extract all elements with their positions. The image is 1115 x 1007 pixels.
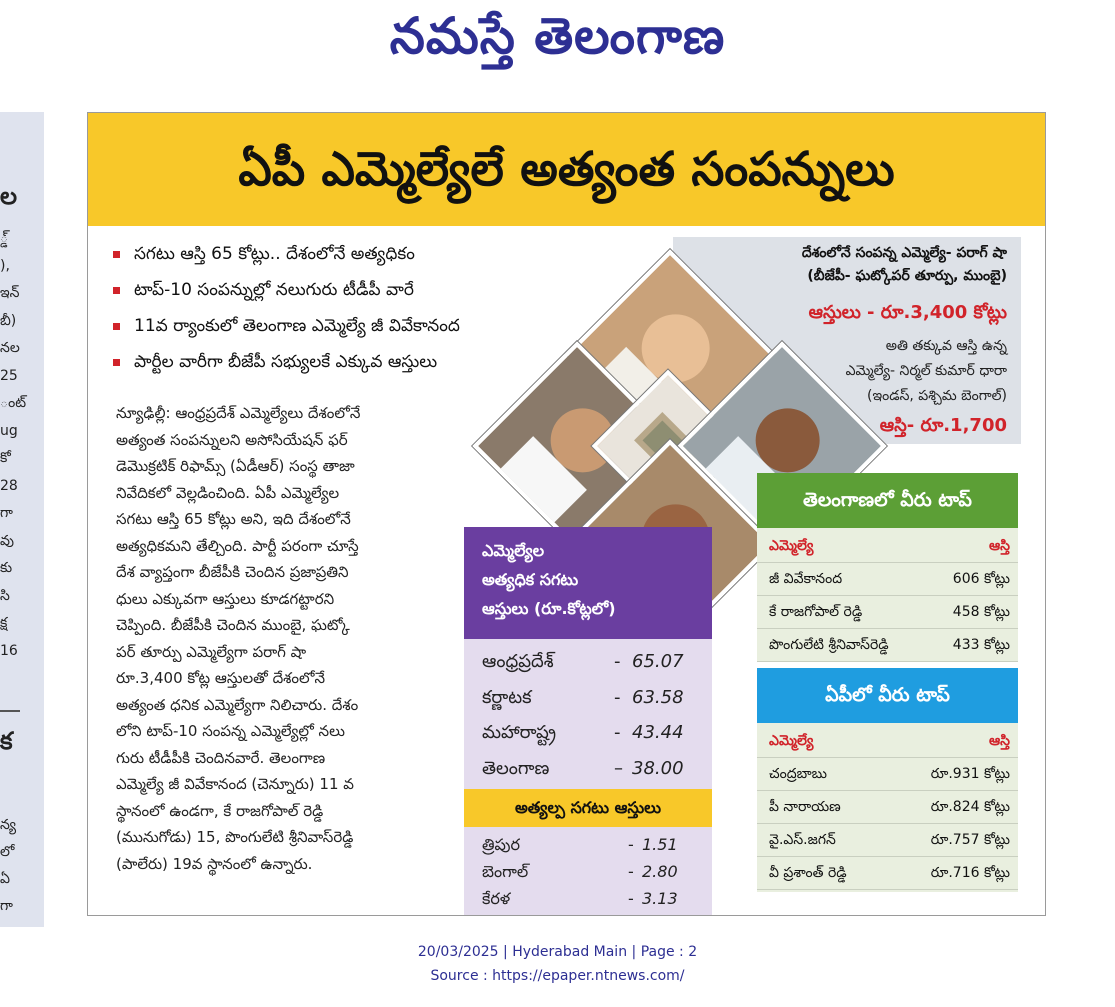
mla-name: పీ నారాయణ (769, 799, 841, 815)
article-body-line: ఎమ్మెల్యే జీ వివేకానంద (చెన్నూరు) 11 వ (116, 775, 354, 793)
table-row (757, 596, 1018, 629)
left-column-line: ్డ్ (0, 230, 9, 246)
mla-name: చంద్రబాబు (769, 766, 827, 782)
left-column-divider (0, 710, 20, 712)
masthead-logo: నమస్తే తెలంగాణ (389, 6, 726, 65)
left-column-line: నల (0, 340, 20, 356)
low-asset-value: 3.13 (642, 889, 678, 908)
table-row (757, 629, 1018, 662)
telangana-top-header: తెలంగాణలో వీరు టాప్‌ (757, 473, 1018, 528)
article-body-line: లోని టాప్‌-10 సంపన్న ఎమ్మెల్యేల్లో నలు (116, 722, 345, 740)
lowest-avg-assets-header: అత్యల్ప సగటు ఆస్తులు (464, 789, 712, 827)
state-name: బెంగాల్‌ (482, 862, 529, 881)
lowest-avg-assets-table (464, 827, 712, 915)
column-header-mla: ఎమ్మెల్యే (769, 733, 814, 749)
left-column-line: ఇన్ (0, 285, 20, 301)
left-column-line: క్ష (0, 615, 8, 631)
dash-separator: - (628, 835, 634, 854)
telangana-top-table (757, 528, 1018, 662)
left-column-text (0, 112, 44, 927)
left-column-heading: ల (0, 182, 18, 210)
mla-name: కే రాజగోపాల్‌ రెడ్డి (769, 604, 863, 620)
mla-name: జీ వివేకానంద (769, 571, 843, 587)
bullet-text: 11వ ర్యాంకులో తెలంగాణ ఎమ్మెల్యే జీ వివేకానంద (134, 316, 460, 336)
left-column-line: 28 (0, 477, 18, 494)
article-body-line: (మునుగోడు) 15, పొంగులేటి శ్రీనివాస్‌రెడ్డి (116, 828, 354, 846)
mla-assets: రూ.716 కోట్లు (930, 865, 1010, 881)
poorest-mla-name: ఎమ్మెల్యే- నిర్మల్‌ కుమార్‌ ధారా (845, 363, 1007, 379)
article-body-line: గురు టీడీపీకి చెందినవారే. తెలంగాణ (116, 748, 326, 767)
column-header-mla: ఎమ్మెల్యే (769, 538, 814, 554)
bullet-square-icon (113, 287, 120, 294)
article-body-line: న్యూఢిల్లీ: ఆంధ్రప్రదేశ్‌ ఎమ్మెల్యేలు దేశంలోనే (116, 404, 361, 422)
mla-assets: 458 కోట్లు (952, 604, 1010, 620)
left-column-heading: క (0, 727, 13, 755)
dash-separator: - (614, 651, 621, 672)
article-body-line: అత్యధికమని తేల్చింది. పార్టీ పరంగా చూస్తే (116, 536, 359, 555)
bullet-square-icon (113, 251, 120, 258)
highest-avg-assets-title-line: ఎమ్మెల్యేల (482, 541, 545, 560)
richest-mla-party: (బీజేపీ- ఘట్కోపర్‌ తూర్పు, ముంబై) (807, 268, 1007, 284)
mla-assets: రూ.824 కోట్లు (930, 799, 1010, 815)
bullet-square-icon (113, 359, 120, 366)
article-body-line: అత్యంత సంపన్నులని అసోసియేషన్‌ ఫర్‌ (116, 430, 348, 449)
left-column-line: గా (0, 505, 13, 521)
article-body-line: రూ.3,400 కోట్ల ఆస్తులతో దేశంలోనే (116, 669, 326, 687)
left-column-line: వు (0, 532, 14, 549)
state-name: కర్ణాటక (482, 686, 532, 708)
richest-mla-line: దేశంలోనే సంపన్న ఎమ్మెల్యే- పరాగ్‌ షా (801, 245, 1007, 261)
state-name: కేరళ (482, 889, 511, 908)
low-asset-value: 1.51 (642, 835, 678, 854)
article-body-line: దేశ వ్యాప్తంగా బీజేపీకి చెందిన ప్రజాప్రతిని (116, 563, 349, 581)
left-column-line: ంట్ (0, 395, 26, 411)
left-column-line: ug (0, 422, 18, 439)
mla-assets: రూ.931 కోట్లు (930, 766, 1010, 782)
bullet-text: పార్టీల వారీగా బీజేపీ సభ్యులకే ఎక్కువ ఆస్తులు (134, 352, 438, 372)
avg-asset-value: 65.07 (632, 651, 684, 672)
bullet-text: టాప్‌-10 సంపన్నుల్లో నలుగురు టీడీపీ వారే (134, 280, 414, 300)
richest-mla-assets: ఆస్తులు - రూ.3,400 కోట్లు (808, 302, 1007, 323)
table-row (757, 857, 1018, 890)
left-column-line: 25 (0, 367, 18, 384)
left-column-line: ఏ (0, 871, 10, 887)
mla-name: వై.ఎస్‌.జగన్‌ (769, 832, 836, 848)
table-header-row (757, 530, 1018, 563)
state-name: తెలంగాణ (482, 757, 550, 779)
dash-separator: - (628, 889, 634, 908)
mla-name: పొంగులేటి శ్రీనివాస్‌రెడ్డి (769, 637, 889, 653)
mla-assets: 433 కోట్లు (952, 637, 1010, 653)
left-column-line: సి (0, 587, 10, 604)
left-column-line: గా (0, 898, 13, 914)
left-column-line: కో (0, 450, 11, 466)
footer-date-edition: 20/03/2025 | Hyderabad Main | Page : 2 (417, 944, 698, 960)
left-column-line: 16 (0, 642, 18, 659)
footer-source: Source : https://epaper.ntnews.com/ (430, 968, 685, 984)
bullet-text: సగటు ఆస్తి 65 కోట్లు.. దేశంలోనే అత్యధికం (134, 244, 415, 264)
column-header-assets: ఆస్తి (989, 733, 1010, 749)
mla-assets: రూ.757 కోట్లు (930, 832, 1010, 848)
article-body-line: చెప్పింది. బీజేపీకి చెందిన ముంబై, ఘట్కో (116, 616, 350, 634)
highest-avg-assets-title-line: ఆస్తులు (రూ.కోట్లలో) (482, 599, 616, 618)
ap-top-table (757, 723, 1018, 892)
article-body-line: నివేదికలో వెల్లడించింది. ఏపీ ఎమ్మెల్యేల (116, 483, 340, 502)
mla-assets: 606 కోట్లు (952, 571, 1010, 587)
poorest-mla-assets: ఆస్తి- రూ.1,700 (879, 415, 1007, 436)
table-row (757, 563, 1018, 596)
article-body-line: పర్‌ తూర్పు ఎమ్మెల్యేగా పరాగ్‌ షా (116, 642, 307, 661)
avg-asset-value: 63.58 (632, 686, 684, 708)
article-body-line: అత్యంత ధనిక ఎమ్మెల్యేగా నిలిచారు. దేశం (116, 695, 359, 714)
dash-separator: - (614, 722, 621, 743)
article-body-line: స్థానంలో ఉండగా, కే రాజగోపాల్‌ రెడ్డి (116, 801, 324, 820)
state-name: మహారాష్ట్ర (482, 722, 557, 743)
left-column-line: కు (0, 560, 13, 576)
dash-separator: – (614, 757, 623, 779)
left-column-line: లో (0, 844, 15, 860)
column-header-assets: ఆస్తి (989, 538, 1010, 554)
poorest-mla-party: (ఇండస్‌, పశ్చిమ బెంగాల్‌) (867, 388, 1007, 404)
left-column-line: బీ) (0, 312, 17, 329)
article-body-line: ధులు ఎక్కువగా ఆస్తులు కూడగట్టారని (116, 589, 335, 608)
bullet-item (113, 279, 673, 315)
state-name: ఆంధ్రప్రదేశ్‌ (482, 651, 554, 672)
table-header-row (757, 725, 1018, 758)
article-body (116, 400, 464, 877)
left-column-line: న్య (0, 817, 17, 833)
table-row (757, 824, 1018, 857)
table-row (757, 758, 1018, 791)
left-column-line: ), (0, 257, 10, 274)
poorest-mla-line: అతి తక్కువ ఆస్తి ఉన్న (885, 338, 1007, 354)
highest-avg-assets-title-line: అత్యధిక సగటు (482, 570, 579, 589)
article-body-line: (పాలేరు) 19వ స్థానంలో ఉన్నారు. (116, 854, 313, 873)
state-name: త్రిపుర (482, 835, 520, 854)
bullet-item (113, 243, 673, 279)
highest-avg-assets-table (464, 639, 712, 789)
dash-separator: - (628, 862, 634, 881)
table-row (757, 791, 1018, 824)
avg-asset-value: 43.44 (632, 722, 684, 743)
bullet-square-icon (113, 323, 120, 330)
avg-asset-value: 38.00 (632, 757, 684, 779)
low-asset-value: 2.80 (642, 862, 678, 881)
article-body-line: సగటు ఆస్తి 65 కోట్లు అని, ఇది దేశంలోనే (116, 510, 351, 528)
ap-top-header: ఏపీలో వీరు టాప్‌ (757, 668, 1018, 723)
dash-separator: - (614, 686, 621, 708)
headline: ఏపీ ఎమ్మెల్యేలే అత్యంత సంపన్నులు (88, 113, 1045, 226)
article-body-line: డెమొక్రటిక్‌ రిఫామ్స్‌ (ఏడీఆర్‌) సంస్థ తాజా (116, 457, 355, 475)
mla-name: వీ ప్రశాంత్‌ రెడ్డి (769, 865, 847, 881)
highest-avg-assets-header (464, 527, 712, 639)
